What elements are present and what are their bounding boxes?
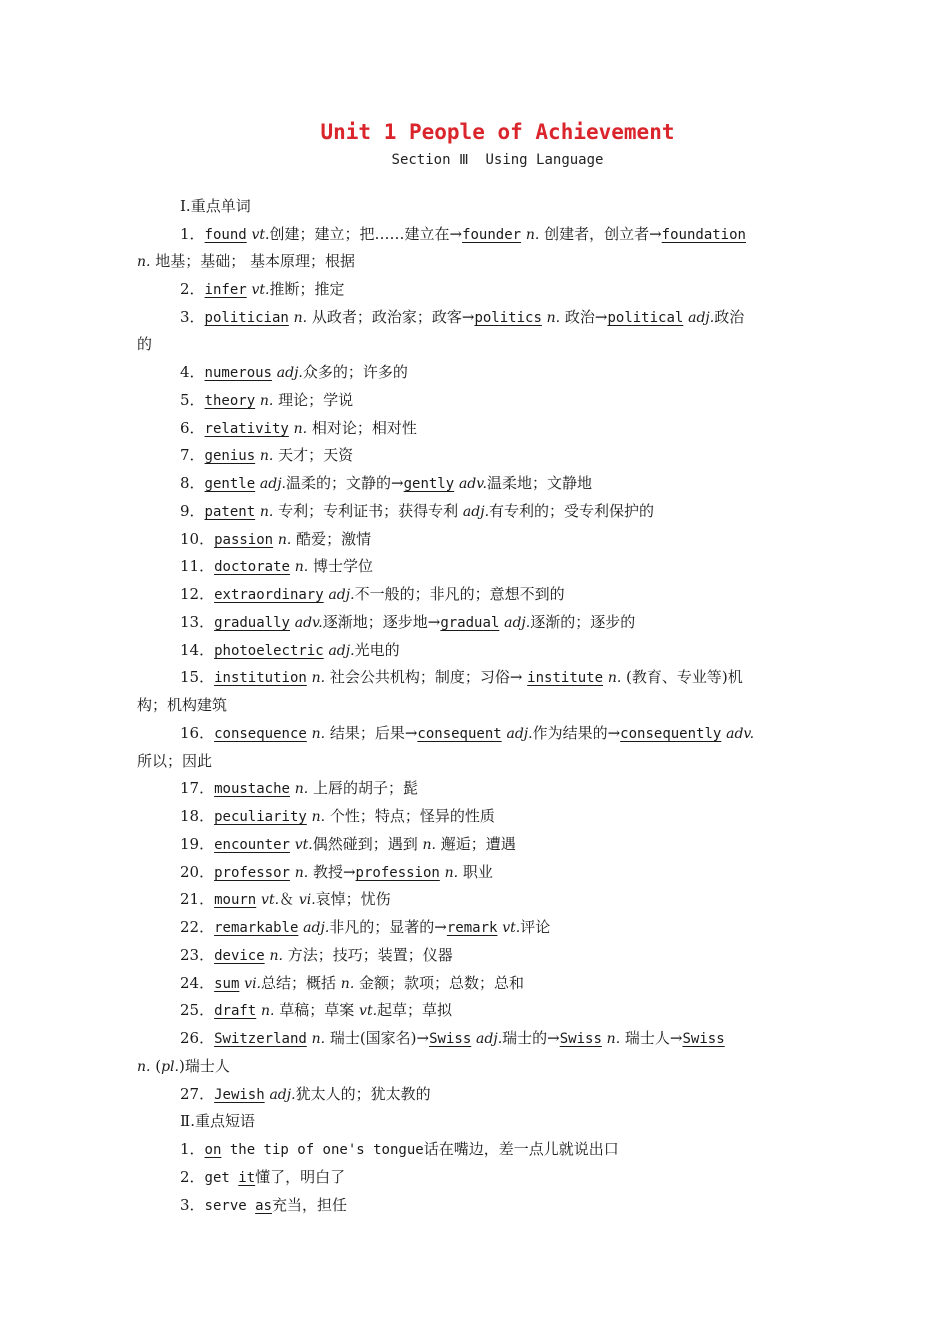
text-span: Ⅱ.重点短语 <box>180 1112 255 1130</box>
text-span: 24． <box>180 974 215 992</box>
text-span: 酷爱；激情 <box>291 530 372 548</box>
answer-word: consequently <box>620 726 722 742</box>
text-line <box>0 889 950 910</box>
text-line <box>0 1000 950 1021</box>
answer-word: sum <box>214 976 240 992</box>
part-of-speech: n. <box>293 421 308 437</box>
text-line <box>0 1056 950 1077</box>
part-of-speech: n. <box>294 781 309 797</box>
part-of-speech: pl. <box>161 1059 179 1075</box>
part-of-speech: n. <box>261 1003 275 1019</box>
text-line <box>0 224 950 245</box>
text-line <box>0 529 950 550</box>
text-span: 瑞士(国家名)→ <box>325 1029 430 1047</box>
text-span: 13． <box>180 613 215 631</box>
text-span: ( <box>150 1057 162 1075</box>
text-span: 22． <box>180 918 215 936</box>
text-line <box>0 1195 950 1216</box>
text-span: 逐渐的；逐步的 <box>530 613 636 631</box>
text-span: 职业 <box>458 863 493 881</box>
answer-word: remarkable <box>214 920 299 936</box>
text-span: 10． <box>180 530 215 548</box>
text-span: 从政者；政治家；政客→ <box>307 308 475 326</box>
text-span: 2． <box>180 280 205 298</box>
text-line <box>0 279 950 300</box>
part-of-speech: n. <box>607 670 622 686</box>
part-of-speech: n. <box>259 504 274 520</box>
text-span: 20． <box>180 863 215 881</box>
text-span: 17． <box>180 779 215 797</box>
answer-word: consequent <box>417 726 502 742</box>
text-span: 哀悼；忧伤 <box>315 890 391 908</box>
part-of-speech: n. <box>259 393 274 409</box>
text-span: 所以；因此 <box>137 752 213 770</box>
text-span: 专利；专利证书；获得专利 <box>273 502 463 520</box>
answer-word: remark <box>446 920 498 936</box>
text-line <box>0 862 950 883</box>
answer-word: political <box>607 310 684 326</box>
part-of-speech: adj. <box>462 504 490 520</box>
text-line <box>0 1084 950 1105</box>
text-line <box>0 1167 950 1188</box>
text-line <box>0 806 950 827</box>
answer-word: it <box>238 1170 256 1186</box>
text-span: 评论 <box>520 918 551 936</box>
answer-word: gradual <box>440 615 500 631</box>
text-span: 理论；学说 <box>273 391 354 409</box>
answer-word: on <box>204 1142 222 1158</box>
text-span: 起草；草拟 <box>377 1001 453 1019</box>
answer-word: doctorate <box>214 559 290 575</box>
text-span: 光电的 <box>354 641 400 659</box>
text-span: 创建者，创立者→ <box>539 225 662 243</box>
text-span: 18． <box>180 807 215 825</box>
part-of-speech: vi. <box>244 976 262 992</box>
text-line <box>0 667 950 688</box>
text-line <box>0 251 950 272</box>
part-of-speech: adj. <box>269 1087 296 1103</box>
text-span: Ⅰ.重点单词 <box>180 197 251 215</box>
text-span: 结果；后果→ <box>325 724 418 742</box>
text-span: 14． <box>180 641 215 659</box>
answer-word: politician <box>204 310 289 326</box>
answer-word: as <box>255 1198 272 1214</box>
part-of-speech: n. <box>259 448 274 464</box>
text-span: 作为结果的→ <box>532 724 621 742</box>
text-span: 16． <box>180 724 215 742</box>
part-of-speech: adj. <box>504 615 531 631</box>
text-span: 15． <box>180 668 215 686</box>
text-line <box>0 751 950 771</box>
answer-word: Swiss <box>429 1031 472 1047</box>
text-span: 教授→ <box>308 863 356 881</box>
text-span: get <box>204 1170 239 1186</box>
text-line <box>0 501 950 522</box>
text-span: 邂逅；遭遇 <box>435 835 516 853</box>
text-span: 方法；技巧；装置；仪器 <box>282 946 453 964</box>
answer-word: gradually <box>214 615 290 631</box>
answer-word: encounter <box>214 837 290 853</box>
part-of-speech: adj. <box>259 476 287 492</box>
text-span: 地基；基础； 基本原理；根据 <box>150 252 356 270</box>
part-of-speech: vt. <box>251 282 270 298</box>
text-span: 不一般的；非凡的；意想不到的 <box>354 585 565 603</box>
text-line <box>0 307 950 328</box>
text-line <box>0 334 950 354</box>
text-span: 创建；建立；把……建立在→ <box>269 225 463 243</box>
text-span: 推断；推定 <box>269 280 345 298</box>
part-of-speech: n. <box>311 1031 326 1047</box>
text-span: 草稿；草案 <box>274 1001 360 1019</box>
text-span: 1． <box>180 225 205 243</box>
answer-word: Swiss <box>682 1031 725 1047</box>
part-of-speech: n. <box>294 559 309 575</box>
text-span: 3． <box>180 308 205 326</box>
text-line <box>0 973 950 994</box>
text-span: 瑞士的→ <box>502 1029 560 1047</box>
text-span: 上唇的胡子；髭 <box>308 779 418 797</box>
text-span: 政治 <box>714 308 745 326</box>
section-subtitle: Section Ⅲ Using Language <box>391 152 604 168</box>
text-line <box>0 418 950 439</box>
text-span: 23． <box>180 946 215 964</box>
text-line <box>0 612 950 633</box>
text-span: 总结；概括 <box>261 974 341 992</box>
text-span: 9． <box>180 502 205 520</box>
text-span: 3． <box>180 1196 205 1214</box>
text-line <box>0 834 950 855</box>
part-of-speech: n. <box>525 227 540 243</box>
answer-word: theory <box>204 393 256 409</box>
text-line <box>0 1111 950 1131</box>
part-of-speech: n. <box>293 310 308 326</box>
text-span: 有专利的；受专利保护的 <box>489 502 655 520</box>
text-span: the tip of one's tongue <box>221 1142 424 1158</box>
text-span: 博士学位 <box>308 557 373 575</box>
answer-word: foundation <box>661 227 746 243</box>
text-span: 政治→ <box>560 308 608 326</box>
text-span: 6． <box>180 419 205 437</box>
text-line <box>0 640 950 661</box>
part-of-speech: adj. <box>276 365 303 381</box>
part-of-speech: adj. <box>688 310 715 326</box>
text-line <box>0 362 950 383</box>
text-span: 8． <box>180 474 205 492</box>
text-span: 1． <box>180 1140 205 1158</box>
answer-word: founder <box>462 227 522 243</box>
text-span: 瑞士人→ <box>620 1029 683 1047</box>
part-of-speech: n. <box>137 1059 151 1075</box>
part-of-speech: n. <box>137 254 151 270</box>
part-of-speech: vt. <box>359 1003 378 1019</box>
text-span: 5． <box>180 391 205 409</box>
part-of-speech: adj. <box>506 726 533 742</box>
text-span: ＆ <box>279 890 299 908</box>
text-span: 19． <box>180 835 215 853</box>
text-span: 逐渐地；逐步地→ <box>322 613 441 631</box>
part-of-speech: adv. <box>294 615 323 631</box>
text-span: 26． <box>180 1029 215 1047</box>
text-span: 11． <box>180 557 215 575</box>
answer-word: genius <box>204 448 256 464</box>
answer-word: institution <box>214 670 307 686</box>
text-span: 犹太人的；犹太教的 <box>295 1085 431 1103</box>
part-of-speech: n. <box>422 837 436 853</box>
text-span: 温柔的；文静的→ <box>286 474 404 492</box>
part-of-speech: adv. <box>458 476 487 492</box>
text-span: 2． <box>180 1168 205 1186</box>
text-span: 个性；特点；怪异的性质 <box>325 807 495 825</box>
part-of-speech: n. <box>311 809 326 825</box>
text-span: 非凡的；显著的→ <box>329 918 447 936</box>
text-span: 天才；天资 <box>273 446 354 464</box>
text-span: 话在嘴边，差一点儿就说出口 <box>423 1140 619 1158</box>
part-of-speech: adj. <box>328 587 355 603</box>
answer-word: institute <box>527 670 604 686</box>
answer-word: found <box>204 227 247 243</box>
text-line <box>0 723 950 744</box>
text-span: 27． <box>180 1085 215 1103</box>
text-line <box>0 1028 950 1049</box>
part-of-speech: vt. <box>261 892 280 908</box>
answer-word: Switzerland <box>214 1031 307 1047</box>
text-span: 偶然碰到；遇到 <box>312 835 423 853</box>
answer-word: extraordinary <box>214 587 324 603</box>
part-of-speech: n. <box>606 1031 621 1047</box>
text-line <box>0 445 950 466</box>
answer-word: relativity <box>204 421 289 437</box>
answer-word: photoelectric <box>214 643 324 659</box>
answer-word: politics <box>474 310 542 326</box>
part-of-speech: adv. <box>726 726 755 742</box>
text-span: 构；机构建筑 <box>137 696 228 714</box>
text-span: 7． <box>180 446 205 464</box>
text-span: 4． <box>180 363 205 381</box>
part-of-speech: n. <box>269 948 283 964</box>
text-span: 众多的；许多的 <box>302 363 408 381</box>
text-span: 相对论；相对性 <box>307 419 417 437</box>
answer-word: profession <box>355 865 440 881</box>
part-of-speech: adj. <box>476 1031 503 1047</box>
part-of-speech: n. <box>444 865 459 881</box>
answer-word: gentle <box>204 476 256 492</box>
text-span: 25． <box>180 1001 215 1019</box>
part-of-speech: vt. <box>294 837 313 853</box>
part-of-speech: vt. <box>251 227 270 243</box>
part-of-speech: adj. <box>303 920 330 936</box>
part-of-speech: n. <box>340 976 355 992</box>
answer-word: consequence <box>214 726 307 742</box>
text-line <box>0 473 950 494</box>
answer-word: professor <box>214 865 290 881</box>
part-of-speech: vi. <box>298 892 316 908</box>
text-span: )瑞士人 <box>178 1057 230 1075</box>
answer-word: passion <box>214 532 274 548</box>
answer-word: gently <box>403 476 455 492</box>
text-span: 12． <box>180 585 215 603</box>
text-span: 21． <box>180 890 215 908</box>
answer-word: patent <box>204 504 256 520</box>
text-span: (教育、专业等)机 <box>621 668 743 686</box>
text-line <box>0 390 950 411</box>
text-line <box>0 778 950 799</box>
text-span: 懂了，明白了 <box>255 1168 346 1186</box>
text-line <box>0 917 950 938</box>
answer-word: numerous <box>204 365 272 381</box>
part-of-speech: n. <box>311 670 326 686</box>
text-span: 社会公共机构；制度；习俗→ <box>325 668 528 686</box>
answer-word: draft <box>214 1003 257 1019</box>
answer-word: Jewish <box>214 1087 265 1103</box>
text-span: 温柔地；文静地 <box>486 474 592 492</box>
text-line <box>0 1139 950 1160</box>
answer-word: device <box>214 948 265 964</box>
answer-word: moustache <box>214 781 290 797</box>
text-line <box>0 695 950 715</box>
answer-word: mourn <box>214 892 257 908</box>
part-of-speech: n. <box>294 865 309 881</box>
text-line <box>0 945 950 966</box>
answer-word: Swiss <box>559 1031 602 1047</box>
answer-word: infer <box>204 282 247 298</box>
part-of-speech: n. <box>546 310 561 326</box>
part-of-speech: n. <box>277 532 292 548</box>
text-line <box>0 584 950 605</box>
text-span: 充当，担任 <box>271 1196 347 1214</box>
page-title: Unit 1 People of Achievement <box>320 120 675 144</box>
answer-word: peculiarity <box>214 809 307 825</box>
text-span: 的 <box>137 335 153 353</box>
text-span: 金额；款项；总数；总和 <box>354 974 525 992</box>
part-of-speech: adj. <box>328 643 355 659</box>
text-line <box>0 196 950 216</box>
text-line <box>0 556 950 577</box>
text-span: serve <box>204 1198 256 1214</box>
part-of-speech: n. <box>311 726 326 742</box>
part-of-speech: vt. <box>502 920 521 936</box>
